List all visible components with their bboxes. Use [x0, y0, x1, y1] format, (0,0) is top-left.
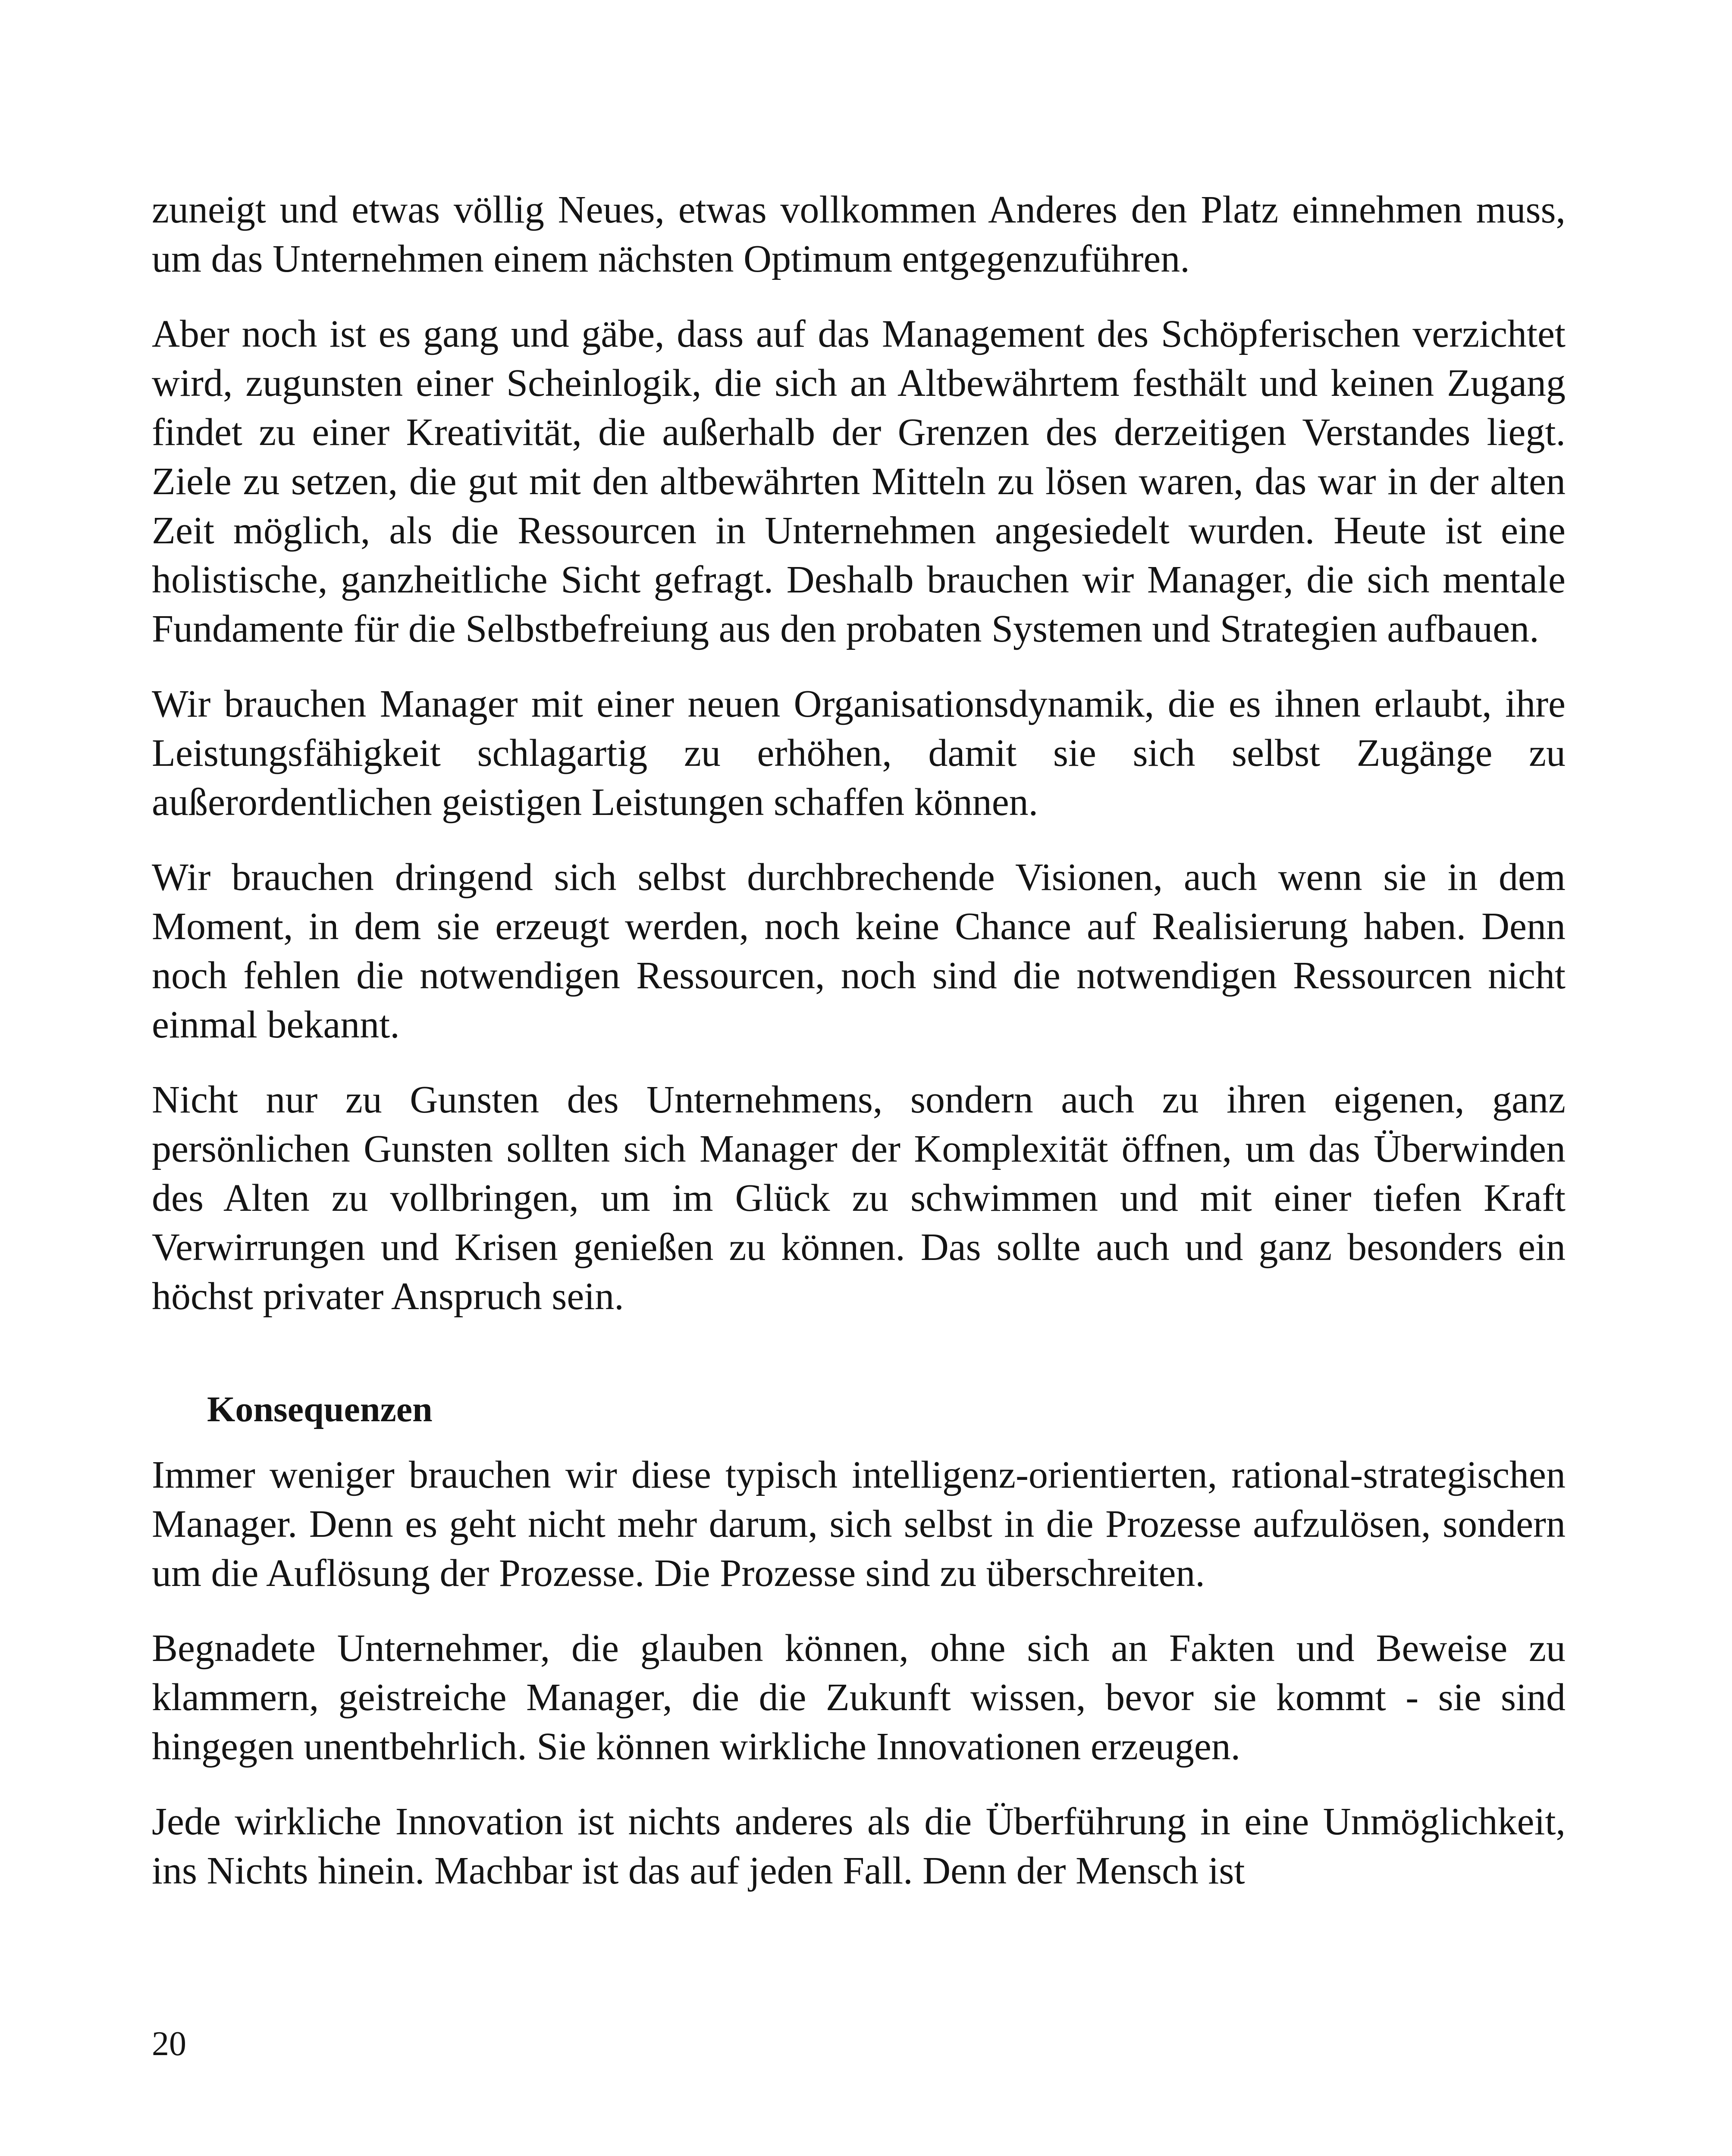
page-number: 20: [152, 2025, 186, 2063]
paragraph: Jede wirkliche Innovation ist nichts anderes als die Überführung in eine Unmöglichkeit, ins Nichts hinein. Machbar ist das auf jeden Fall. Denn der Mensch ist: [152, 1800, 1566, 1892]
paragraph: Wir brauchen Manager mit einer neuen Organisationsdynamik, die es ihnen erlaubt, ihre Leistungsfähigkeit schlagartig zu erhöhen, damit sie sich selbst Zugänge zu außerordentlichen geistigen Leistungen schaffen können.: [152, 683, 1566, 824]
paragraph: Nicht nur zu Gunsten des Unternehmens, sondern auch zu ihren eigenen, ganz persönlichen Gunsten sollten sich Manager der Komplexität öffnen, um das Überwinden des Alten zu vollbringen, um im Glück zu schwimmen und mit einer tiefen Kraft Verwirrungen und Krisen genießen zu können. Das sollte auch und ganz besonders ein höchst privater Anspruch sein.: [152, 1078, 1566, 1318]
paragraph: Wir brauchen dringend sich selbst durchbrechende Visionen, auch wenn sie in dem Moment, in dem sie erzeugt werden, noch keine Chance auf Realisierung haben. Denn noch fehlen die notwendigen Ressourcen, noch sind die notwendigen Ressourcen nicht einmal bekannt.: [152, 856, 1566, 1046]
paragraph: Aber noch ist es gang und gäbe, dass auf das Management des Schöpferischen verzichtet wird, zugunsten einer Scheinlogik, die sich an Altbewährtem festhält und keinen Zugang findet zu einer Kreativität, die außerhalb der Grenzen des derzeitigen Verstandes liegt. Ziele zu setzen, die gut mit den altbewährten Mitteln zu lösen waren, das war in der alten Zeit möglich, als die Ressourcen in Unternehmen angesiedelt wurden. Heute ist eine holistische, ganzheitliche Sicht gefragt. Deshalb brauchen wir Manager, die sich mentale Fundamente für die Selbstbefreiung aus den probaten Systemen und Strategien aufbauen.: [152, 313, 1566, 650]
paragraph: Immer weniger brauchen wir diese typisch intelligenz-orientierten, rational-strategischen Manager. Denn es geht nicht mehr darum, sich selbst in die Prozesse aufzulösen, sondern um die Auflösung der Prozesse. Die Prozesse sind zu überschreiten.: [152, 1454, 1566, 1595]
paragraph: zuneigt und etwas völlig Neues, etwas vollkommen Anderes den Platz einnehmen muss, um das Unternehmen einem nächsten Optimum entgegenzuführen.: [152, 188, 1566, 280]
body-text: [152, 185, 1566, 1896]
section-heading: Konsequenzen: [207, 1389, 433, 1429]
paragraph: Begnadete Unternehmer, die glauben können, ohne sich an Fakten und Beweise zu klammern, geistreiche Manager, die die Zukunft wissen, bevor sie kommt - sie sind hingegen unentbehrlich. Sie können wirkliche Innovationen erzeugen.: [152, 1627, 1566, 1768]
